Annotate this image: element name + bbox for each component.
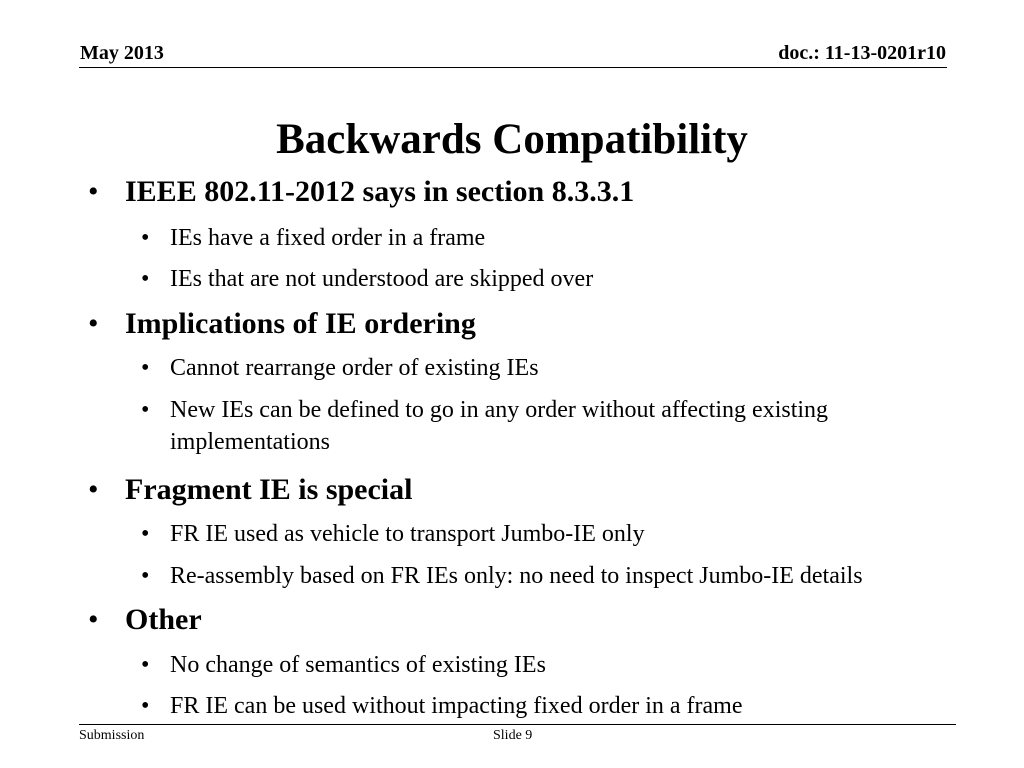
bullet-3-sub-2-marker: • — [141, 563, 150, 589]
bullet-1-text: IEEE 802.11-2012 says in section 8.3.3.1 — [125, 175, 635, 208]
bullet-1-sub-2-text: IEs that are not understood are skipped over — [170, 266, 594, 292]
bullet-1-sub-2-marker: • — [141, 266, 150, 292]
bullet-3-text: Fragment IE is special — [125, 473, 413, 506]
footer-slide-number: Slide 9 — [493, 728, 533, 743]
bullet-1-sub-1-marker: • — [141, 225, 150, 251]
bullet-2-sub-1-marker: • — [141, 355, 150, 381]
bullet-3-marker: • — [88, 473, 99, 506]
header-date: May 2013 — [80, 42, 164, 64]
bullet-1-sub-1-text: IEs have a fixed order in a frame — [170, 225, 486, 251]
bullet-4-text: Other — [125, 603, 202, 636]
bullet-2-sub-1-text: Cannot rearrange order of existing IEs — [170, 355, 539, 381]
bullet-2-text: Implications of IE ordering — [125, 307, 476, 340]
bullet-3-sub-1-marker: • — [141, 521, 150, 547]
bullet-4-sub-1-marker: • — [141, 652, 150, 678]
bullet-1-marker: • — [88, 175, 99, 208]
bullet-3-sub-1-text: FR IE used as vehicle to transport Jumbo-IE only — [170, 521, 645, 547]
footer-rule — [79, 724, 956, 725]
bullet-4-sub-2-text: FR IE can be used without impacting fixed order in a frame — [170, 693, 743, 719]
bullet-2-sub-2-marker: • — [141, 397, 150, 423]
bullet-2-marker: • — [88, 307, 99, 340]
bullet-4-sub-2-marker: • — [141, 693, 150, 719]
slide-title: Backwards Compatibility — [276, 116, 748, 163]
bullet-2-sub-2-text: New IEs can be defined to go in any order without affecting existing implementations — [170, 397, 829, 455]
footer-submission: Submission — [79, 728, 145, 743]
bullet-3-sub-2-text: Re-assembly based on FR IEs only: no need to inspect Jumbo-IE details — [170, 563, 863, 589]
bullet-4-sub-1-text: No change of semantics of existing IEs — [170, 652, 546, 678]
header-doc-id: doc.: 11-13-0201r10 — [778, 42, 946, 64]
bullet-4-marker: • — [88, 603, 99, 636]
